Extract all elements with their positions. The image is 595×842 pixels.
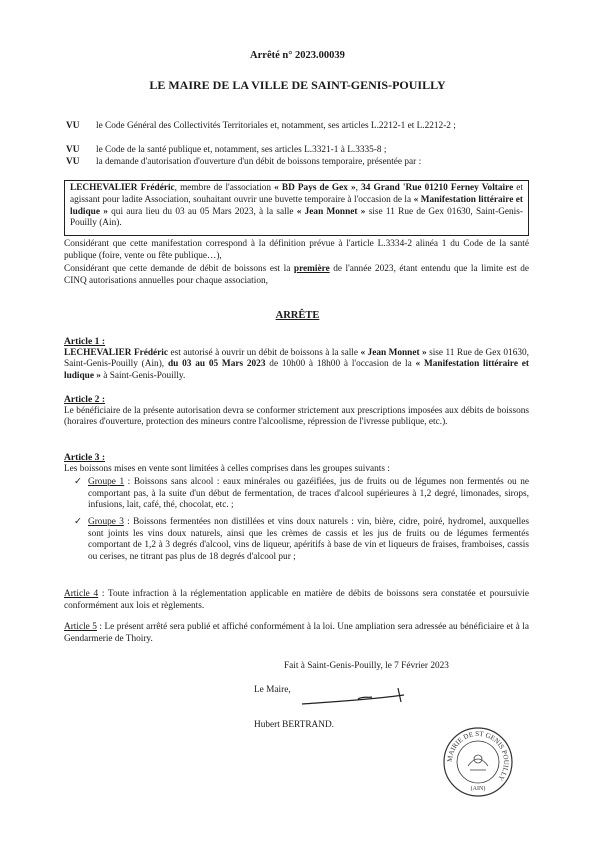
article-5-heading: Article 5 (64, 622, 97, 632)
mayor-title: LE MAIRE DE LA VILLE DE SAINT-GENIS-POUILLY (149, 78, 446, 92)
vu-item (66, 121, 506, 133)
box-text: , (355, 183, 362, 193)
article-1 (64, 336, 529, 382)
venue-name: « Jean Monnet » (296, 206, 366, 217)
article-3-intro: Les boissons mises en vente sont limitées à celles comprises dans les groupes suivants : (64, 463, 390, 474)
group-item (74, 517, 529, 563)
svg-text:MAIRIE DE ST GENIS POUILLY (446, 730, 510, 782)
handwritten-signature (298, 682, 418, 712)
article-4-body: : Toute infraction à la réglementation applicable en matière de débits de boissons sera constatée et poursuivie conformément aux lois et règlements. (64, 589, 529, 611)
article-text: à Saint-Genis-Pouilly. (100, 370, 186, 381)
vu-label: VU (66, 157, 80, 167)
group-text: : Boissons sans alcool : eaux minérales ou gazéifiées, jus de fruits ou de légumes non fermentés ou ne comportant pas, à la suite d'un début de fermentation, de traces d'alcool supérieures à 1,2 degré, limonades, sirops, infusions, lait, café, thé, chocolat, etc. ; (88, 477, 529, 510)
article-text: est autorisé à ouvrir un débit de boissons à la salle (168, 347, 361, 358)
article-2-heading: Article 2 : (64, 394, 106, 405)
vu-item (66, 157, 506, 169)
place-date: Fait à Saint-Genis-Pouilly, le 7 Février 2023 (284, 661, 449, 671)
considerant-1: Considérant que cette manifestation correspond à la définition prévue à l'article L.3334-2 alinéa 1 du Code de la santé publique (foire, vente ou fête publique…), (64, 239, 529, 261)
article-4 (64, 589, 529, 612)
considerant-2 (64, 264, 529, 287)
check-icon: ✓ (74, 517, 82, 527)
official-stamp (442, 726, 514, 798)
signer-name: Hubert BERTRAND. (254, 720, 335, 730)
signer-role: Le Maire, (254, 685, 291, 695)
box-text: et agissant pour ladite Association, souhaitant ouvrir une buvette temporaire à l'occasion de la (70, 183, 523, 205)
vu-label: VU (66, 121, 80, 131)
article-5-body: : Le présent arrêté sera publié et affiché conformément à la loi. Une ampliation sera adressée au bénéficiaire et à la Gendarmerie de Thoiry. (64, 622, 529, 644)
article-3 (64, 452, 529, 475)
association-name: « BD Pays de Gex » (274, 183, 356, 193)
considerant-text: Considérant que cette demande de débit de boissons est la (64, 264, 294, 274)
vu-text: le Code Général des Collectivités Territoriales et, notamment, ses articles L.2212-1 et L.2212-2 ; (96, 121, 456, 131)
event-name: « Manifestation littéraire et ludique » (64, 359, 530, 381)
article-5 (64, 622, 529, 645)
applicant-box (64, 180, 529, 236)
box-text: , membre de l'association (174, 183, 275, 193)
group-item (74, 477, 529, 512)
stamp-ring-text: MAIRIE DE ST GENIS POUILLY (445, 729, 511, 783)
article-2-body: Le bénéficiaire de la présente autorisation devra se conformer strictement aux prescriptions imposées aux débits de boissons (horaires d'ouverture, protection des mineurs contre l'alcoolisme, répression de l'ivresse publique, etc.). (64, 405, 529, 427)
group-text: : Boissons fermentées non distillées et vins doux naturels : vin, bière, cidre, poiré, hydromel, auxquelles sont joints les vins doux naturels, ainsi que les crèmes de cassis et les jus de fruits ou de légumes fermentés comportant de 1,2 à 3 degrés d'alcool, vins de liqueur, apéritifs à base de vin et liqueurs de fraises, framboises, cassis ou cerises, ne titrant pas plus de 18 degrés d'alcool pur ; (88, 517, 529, 562)
applicant-name: LECHEVALIER Frédéric (70, 183, 175, 193)
box-text: sise 11 Rue de Gex 01630, Saint-Genis-Pouilly (Ain). (70, 206, 523, 229)
vu-item (66, 145, 506, 157)
applicant-address: 34 Grand 'Rue 01210 Ferney Voltaire (361, 183, 514, 193)
stamp-bottom-text: (AIN) (470, 786, 486, 792)
arrete-heading: ARRÊTE (275, 310, 320, 321)
article-4-heading: Article 4 (64, 589, 99, 599)
venue-name: « Jean Monnet » (360, 347, 427, 358)
considerant-text: de l'année 2023, étant entendu que la limite est de CINQ autorisations annuelles pour chaque association, (64, 264, 529, 286)
check-icon: ✓ (74, 477, 82, 487)
event-name: « Manifestation littéraire et ludique » (70, 194, 524, 217)
group-label: Groupe 1 (88, 477, 125, 487)
article-text: de 10h00 à 18h00 à l'occasion de la (265, 359, 416, 369)
article-1-body (64, 348, 529, 383)
group-label: Groupe 3 (88, 517, 124, 527)
first-request: première (293, 264, 330, 274)
beneficiary-name: LECHEVALIER Frédéric (64, 347, 169, 358)
article-1-heading: Article 1 : (64, 336, 106, 347)
arrete-number: Arrêté n° 2023.00039 (250, 50, 345, 61)
article-2 (64, 394, 529, 429)
event-dates: du 03 au 05 Mars 2023 (167, 359, 266, 369)
vu-label: VU (66, 145, 80, 155)
box-text: qui aura lieu du 03 au 05 Mars 2023, à la salle (107, 206, 297, 217)
article-text: sise 11 Rue de Gex 01630, Saint-Genis-Pouilly (Ain), (64, 347, 529, 369)
vu-text: le Code de la santé publique et, notamment, ses articles L.3321-1 à L.3335-8 ; (96, 145, 387, 155)
article-3-heading: Article 3 : (64, 452, 106, 463)
vu-text: la demande d'autorisation d'ouverture d'un débit de boissons temporaire, présentée par : (96, 157, 422, 167)
